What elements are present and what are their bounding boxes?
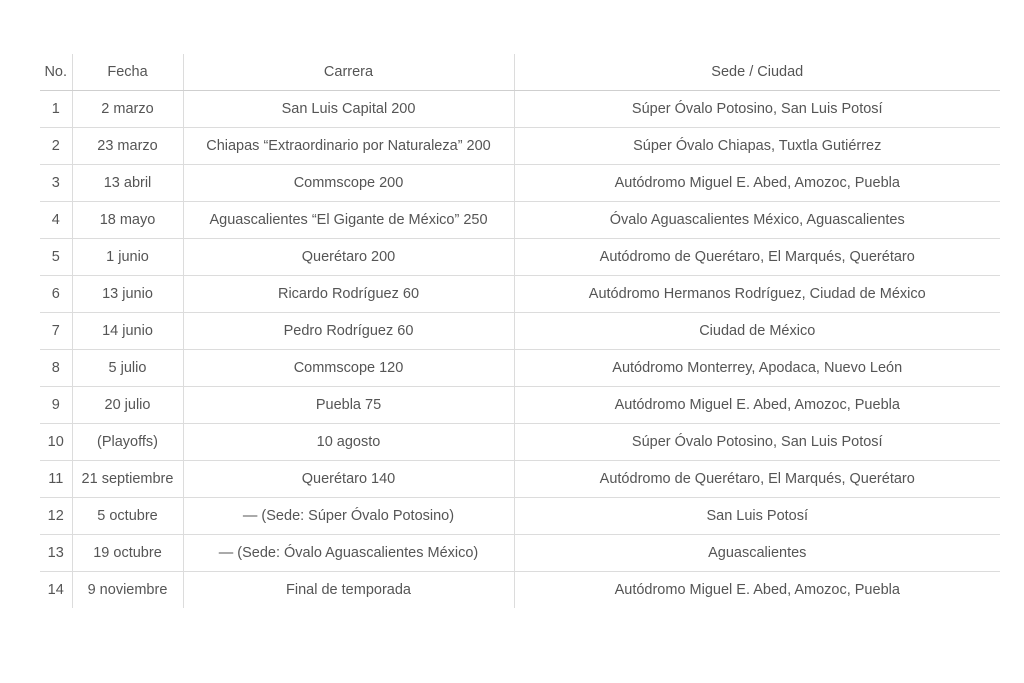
cell-carrera: Final de temporada <box>183 572 514 609</box>
cell-no: 1 <box>40 91 72 128</box>
cell-carrera: Puebla 75 <box>183 387 514 424</box>
header-no: No. <box>40 54 72 91</box>
cell-sede: Autódromo Miguel E. Abed, Amozoc, Puebla <box>514 165 1000 202</box>
table-body <box>40 91 1000 609</box>
schedule-table <box>40 54 1000 608</box>
table-row <box>40 313 1000 350</box>
header-carrera: Carrera <box>183 54 514 91</box>
cell-sede: Óvalo Aguascalientes México, Aguascalientes <box>514 202 1000 239</box>
table-row <box>40 128 1000 165</box>
cell-carrera: San Luis Capital 200 <box>183 91 514 128</box>
cell-no: 9 <box>40 387 72 424</box>
cell-sede: Autódromo de Querétaro, El Marqués, Querétaro <box>514 239 1000 276</box>
cell-fecha: 21 septiembre <box>72 461 183 498</box>
cell-sede: Súper Óvalo Potosino, San Luis Potosí <box>514 91 1000 128</box>
cell-carrera: Pedro Rodríguez 60 <box>183 313 514 350</box>
cell-no: 10 <box>40 424 72 461</box>
cell-carrera: Querétaro 200 <box>183 239 514 276</box>
cell-fecha: 9 noviembre <box>72 572 183 609</box>
table-row <box>40 202 1000 239</box>
table-row <box>40 387 1000 424</box>
cell-carrera: Aguascalientes “El Gigante de México” 250 <box>183 202 514 239</box>
cell-carrera: Querétaro 140 <box>183 461 514 498</box>
cell-carrera: — (Sede: Súper Óvalo Potosino) <box>183 498 514 535</box>
table-row <box>40 424 1000 461</box>
cell-carrera: — (Sede: Óvalo Aguascalientes México) <box>183 535 514 572</box>
cell-fecha: 13 abril <box>72 165 183 202</box>
cell-fecha: 1 junio <box>72 239 183 276</box>
table-row <box>40 165 1000 202</box>
table-row <box>40 350 1000 387</box>
table-row <box>40 535 1000 572</box>
cell-no: 4 <box>40 202 72 239</box>
cell-no: 11 <box>40 461 72 498</box>
cell-sede: Autódromo Miguel E. Abed, Amozoc, Puebla <box>514 387 1000 424</box>
cell-carrera: Commscope 200 <box>183 165 514 202</box>
table-row <box>40 239 1000 276</box>
cell-sede: Autódromo Hermanos Rodríguez, Ciudad de México <box>514 276 1000 313</box>
cell-fecha: 20 julio <box>72 387 183 424</box>
schedule-table-container <box>40 54 1000 608</box>
cell-no: 7 <box>40 313 72 350</box>
cell-fecha: 19 octubre <box>72 535 183 572</box>
cell-carrera: 10 agosto <box>183 424 514 461</box>
table-row <box>40 461 1000 498</box>
cell-no: 12 <box>40 498 72 535</box>
cell-no: 2 <box>40 128 72 165</box>
cell-sede: Ciudad de México <box>514 313 1000 350</box>
table-row <box>40 91 1000 128</box>
cell-no: 8 <box>40 350 72 387</box>
cell-no: 3 <box>40 165 72 202</box>
cell-no: 14 <box>40 572 72 609</box>
cell-fecha: 18 mayo <box>72 202 183 239</box>
cell-sede: Autódromo Monterrey, Apodaca, Nuevo León <box>514 350 1000 387</box>
cell-no: 13 <box>40 535 72 572</box>
header-sede: Sede / Ciudad <box>514 54 1000 91</box>
table-row <box>40 276 1000 313</box>
cell-carrera: Chiapas “Extraordinario por Naturaleza” 200 <box>183 128 514 165</box>
cell-sede: Aguascalientes <box>514 535 1000 572</box>
cell-fecha: 14 junio <box>72 313 183 350</box>
cell-fecha: 5 octubre <box>72 498 183 535</box>
cell-fecha: 13 junio <box>72 276 183 313</box>
cell-fecha: 5 julio <box>72 350 183 387</box>
cell-sede: Autódromo de Querétaro, El Marqués, Querétaro <box>514 461 1000 498</box>
cell-fecha: 2 marzo <box>72 91 183 128</box>
table-header-row <box>40 54 1000 91</box>
cell-sede: Súper Óvalo Chiapas, Tuxtla Gutiérrez <box>514 128 1000 165</box>
cell-no: 6 <box>40 276 72 313</box>
cell-fecha: 23 marzo <box>72 128 183 165</box>
cell-sede: San Luis Potosí <box>514 498 1000 535</box>
header-fecha: Fecha <box>72 54 183 91</box>
cell-sede: Súper Óvalo Potosino, San Luis Potosí <box>514 424 1000 461</box>
cell-no: 5 <box>40 239 72 276</box>
cell-carrera: Ricardo Rodríguez 60 <box>183 276 514 313</box>
table-row <box>40 498 1000 535</box>
cell-carrera: Commscope 120 <box>183 350 514 387</box>
table-row <box>40 572 1000 609</box>
cell-fecha: (Playoffs) <box>72 424 183 461</box>
cell-sede: Autódromo Miguel E. Abed, Amozoc, Puebla <box>614 582 900 598</box>
